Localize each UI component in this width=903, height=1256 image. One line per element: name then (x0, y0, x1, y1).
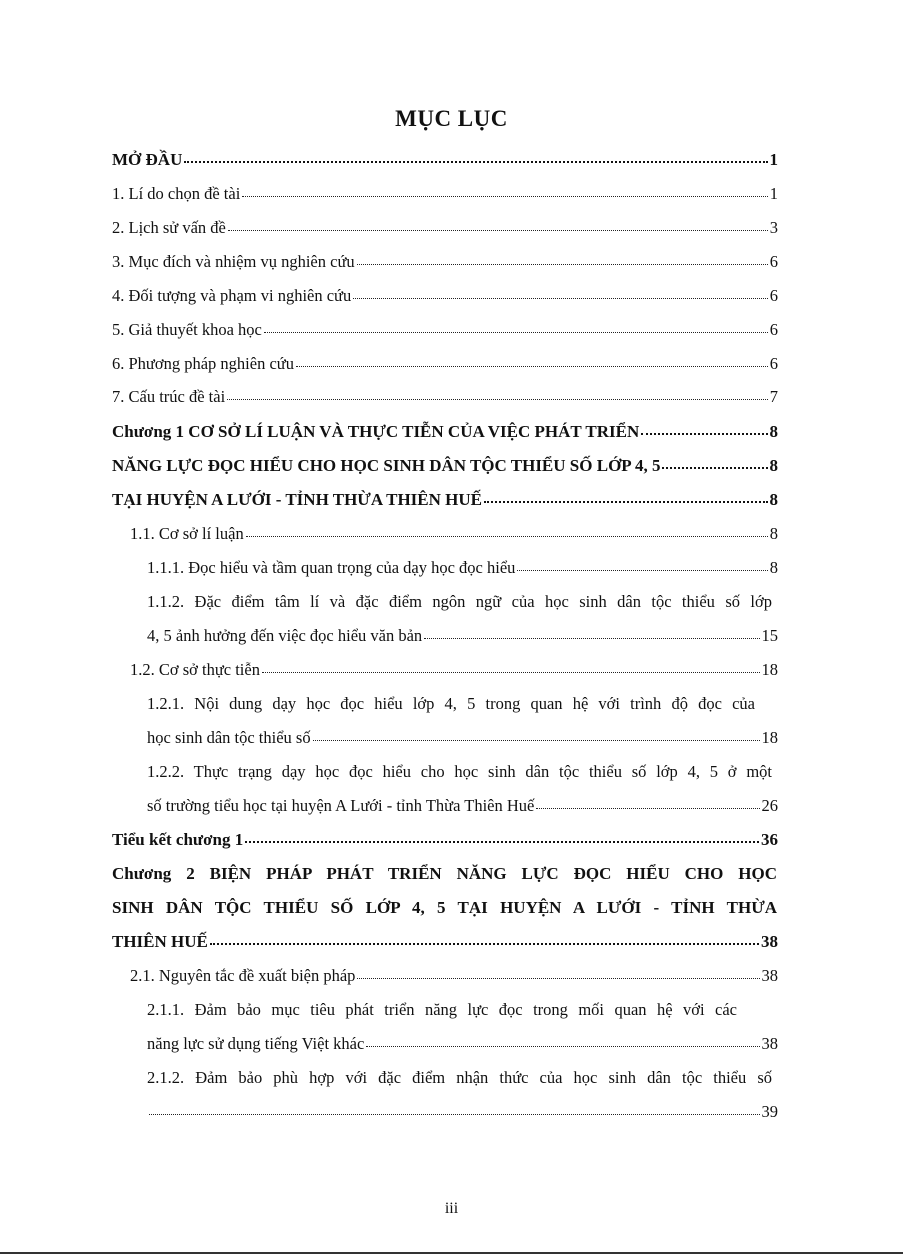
toc-entry-label: 1.2. Cơ sở thực tiễn (130, 660, 260, 679)
toc-entry-label: Tiểu kết chương 1 (112, 830, 244, 849)
toc-entry[interactable] (147, 796, 778, 816)
toc-entry-label: học sinh dân tộc thiểu số (147, 728, 311, 747)
toc-entry[interactable] (147, 728, 778, 748)
toc-entry[interactable] (112, 252, 778, 272)
dot-leader (517, 569, 767, 571)
toc-entry-label: 7. Cấu trúc đề tài (112, 387, 226, 406)
toc-page-number: 8 (769, 490, 778, 509)
toc-entry-line[interactable]: 2.1.2. Đảm bảo phù hợp với đặc điểm nhận thức của học sinh dân tộc thiểu số (147, 1068, 772, 1087)
toc-entry-label: 5. Giả thuyết khoa học (112, 320, 262, 339)
toc-page-number: 8 (769, 422, 778, 441)
toc-page-number: 3 (769, 218, 778, 237)
dot-leader (357, 977, 759, 979)
toc-page-number: 39 (761, 1102, 778, 1121)
toc-entry-label: số trường tiểu học tại huyện A Lưới - tỉnh Thừa Thiên Huế (147, 796, 535, 815)
toc-entry-label: Chương 1 CƠ SỞ LÍ LUẬN VÀ THỰC TIỄN CỦA VIỆC PHÁT TRIỂN (112, 422, 640, 441)
toc-entry-label: 3. Mục đích và nhiệm vụ nghiên cứu (112, 252, 355, 271)
toc-entry-label: 2.1. Nguyên tắc đề xuất biện pháp (130, 966, 356, 985)
dot-leader (424, 637, 759, 639)
toc-page-number: 1 (769, 184, 778, 203)
toc-page-number: 26 (761, 796, 778, 815)
toc-entry-line[interactable]: 1.1.2. Đặc điểm tâm lí và đặc điểm ngôn ngữ của học sinh dân tộc thiểu số lớp (147, 592, 772, 611)
dot-leader (246, 535, 768, 537)
dot-leader (366, 1045, 759, 1047)
toc-entry-label: NĂNG LỰC ĐỌC HIỂU CHO HỌC SINH DÂN TỘC THIỂU SỐ LỚP 4, 5 (112, 456, 661, 475)
toc-entry[interactable] (112, 354, 778, 374)
toc-entry[interactable] (147, 1102, 778, 1122)
toc-entry-line[interactable]: 1.2.1. Nội dung dạy học đọc hiểu lớp 4, 5 trong quan hệ với trình độ đọc của (147, 694, 755, 713)
toc-page-number: 18 (761, 660, 778, 679)
toc-entry-line[interactable]: SINH DÂN TỘC THIỂU SỐ LỚP 4, 5 TẠI HUYỆN A LƯỚI - TỈNH THỪA (112, 898, 777, 917)
toc-page-number: 8 (769, 558, 778, 577)
toc-entry[interactable] (112, 456, 778, 476)
toc-entry-label: 1. Lí do chọn đề tài (112, 184, 241, 203)
toc-page-number: 6 (769, 320, 778, 339)
toc-entry-label: 2. Lịch sử vấn đề (112, 218, 226, 237)
toc-entry-label: 4. Đối tượng và phạm vi nghiên cứu (112, 286, 352, 305)
toc-entry-label: 1.1.1. Đọc hiểu và tầm quan trọng của dạy học đọc hiểu (147, 558, 516, 577)
toc-entry[interactable] (112, 184, 778, 204)
toc-entry-label: TẠI HUYỆN A LƯỚI - TỈNH THỪA THIÊN HUẾ (112, 490, 482, 509)
toc-page-number: 38 (761, 1034, 778, 1053)
dot-leader (210, 942, 759, 945)
toc-page-number: 15 (761, 626, 778, 645)
toc-page-number: 1 (769, 150, 778, 169)
toc-entry[interactable] (147, 1034, 778, 1054)
toc-entry[interactable] (112, 830, 778, 850)
page-title: MỤC LỤC (395, 106, 508, 131)
page-number-footer: iii (444, 1200, 459, 1217)
dot-leader (357, 263, 768, 265)
dot-leader (313, 739, 760, 741)
toc-entry-label: THIÊN HUẾ (112, 932, 208, 951)
dot-leader (484, 500, 768, 503)
dot-leader (536, 807, 759, 809)
dot-leader (641, 432, 767, 435)
toc-entry-label: MỞ ĐẦU (112, 150, 183, 169)
toc-entry[interactable] (112, 286, 778, 306)
dot-leader (242, 195, 767, 197)
toc-page-number: 36 (761, 830, 778, 849)
toc-page-number: 6 (769, 354, 778, 373)
dot-leader (353, 297, 768, 299)
dot-leader (245, 840, 759, 843)
dot-leader (227, 398, 768, 400)
toc-entry[interactable] (147, 558, 778, 578)
dot-leader (262, 671, 760, 673)
dot-leader (149, 1113, 760, 1115)
toc-page-number: 18 (761, 728, 778, 747)
dot-leader (296, 365, 768, 367)
dot-leader (228, 229, 768, 231)
toc-entry-line[interactable]: 1.2.2. Thực trạng dạy học đọc hiểu cho học sinh dân tộc thiểu số lớp 4, 5 ở một (147, 762, 772, 781)
toc-page-number: 8 (769, 524, 778, 543)
toc-entry[interactable] (112, 150, 778, 170)
page-bottom-border (0, 1252, 903, 1254)
toc-entry[interactable] (112, 387, 778, 407)
toc-entry[interactable] (147, 626, 778, 646)
dot-leader (662, 466, 767, 469)
toc-entry[interactable] (130, 524, 778, 544)
toc-page-number: 6 (769, 252, 778, 271)
toc-page-number: 38 (761, 966, 778, 985)
toc-entry-line[interactable]: 2.1.1. Đảm bảo mục tiêu phát triển năng lực đọc trong mối quan hệ với các (147, 1000, 737, 1019)
toc-entry-label: 4, 5 ảnh hưởng đến việc đọc hiểu văn bản (147, 626, 423, 645)
toc-page-number: 6 (769, 286, 778, 305)
toc-page-number: 38 (761, 932, 778, 951)
toc-entry[interactable] (130, 660, 778, 680)
toc-entry[interactable] (112, 320, 778, 340)
toc-entry-line[interactable]: Chương 2 BIỆN PHÁP PHÁT TRIỂN NĂNG LỰC ĐỌC HIỂU CHO HỌC (112, 864, 777, 883)
dot-leader (184, 160, 767, 163)
toc-entry-label: năng lực sử dụng tiếng Việt khác (147, 1034, 365, 1053)
toc-entry[interactable] (130, 966, 778, 986)
dot-leader (264, 331, 768, 333)
toc-entry[interactable] (112, 490, 778, 510)
toc-entry-label: 6. Phương pháp nghiên cứu (112, 354, 294, 373)
toc-entry-label: 1.1. Cơ sở lí luận (130, 524, 244, 543)
toc-entry[interactable] (112, 422, 778, 442)
toc-page-number: 7 (769, 387, 778, 406)
toc-entry[interactable] (112, 932, 778, 952)
toc-entry[interactable] (112, 218, 778, 238)
toc-page-number: 8 (769, 456, 778, 475)
